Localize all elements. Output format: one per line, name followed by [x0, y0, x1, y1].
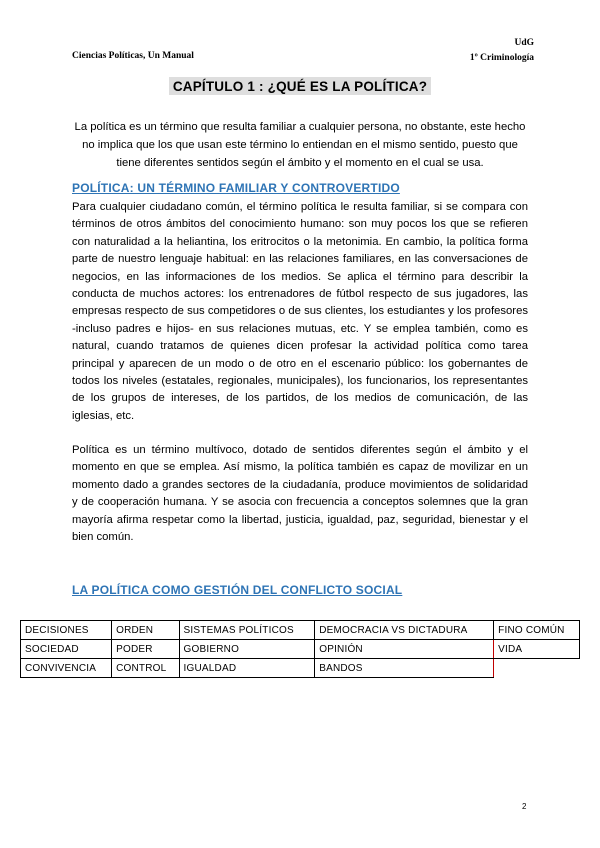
- paragraph-multivocal-term: Política es un término multívoco, dotado de sentidos diferentes según el ámbito y el momento en que se emplea. Así mismo, la política también es capaz de movilizar en un momento dado a grandes sectores de la ciudadanía, produce movimientos de solidaridad y de cooperación humana. Y se asocia con frecuencia a conceptos solemnes que la gran mayoría afirma respetar como la libertad, justicia, igualdad, paz, seguridad, bienestar y el bien común.: [72, 444, 528, 544]
- section-heading-familiar: POLÍTICA: UN TÉRMINO FAMILIAR Y CONTROVERTIDO: [72, 181, 400, 195]
- table-row: [21, 659, 580, 678]
- header-course: 1º Criminología: [469, 53, 534, 63]
- table-cell: GOBIERNO: [179, 640, 315, 659]
- chapter-title-wrap: [0, 77, 600, 96]
- chapter-title: CAPÍTULO 1 : ¿QUÉ ES LA POLÍTICA?: [169, 77, 431, 95]
- table-cell: OPINIÓN: [315, 640, 494, 659]
- intro-paragraph: La política es un término que resulta familiar a cualquier persona, no obstante, este hecho no implica que los que usan este término lo entiendan en el mismo sentido, puesto que tiene diferentes sentidos según el ámbito y el momento en el cual se usa.: [74, 121, 526, 169]
- table-cell: CONVIVENCIA: [21, 659, 112, 678]
- concepts-table: [20, 620, 580, 678]
- table-cell-empty: [494, 659, 580, 678]
- table-cell: IGUALDAD: [179, 659, 315, 678]
- table-row: [21, 621, 580, 640]
- table-cell: PODER: [112, 640, 179, 659]
- table-cell: ORDEN: [112, 621, 179, 640]
- table-cell: SOCIEDAD: [21, 640, 112, 659]
- header-university: UdG: [514, 38, 534, 48]
- table-cell: DECISIONES: [21, 621, 112, 640]
- table-cell: VIDA: [494, 640, 580, 659]
- table-cell: FINO COMÚN: [494, 621, 580, 640]
- header-book-title: Ciencias Políticas, Un Manual: [72, 51, 194, 61]
- table-cell: CONTROL: [112, 659, 179, 678]
- table-cell: DEMOCRACIA VS DICTADURA: [315, 621, 494, 640]
- page-number: 2: [522, 802, 527, 811]
- table-cell: SISTEMAS POLÍTICOS: [179, 621, 315, 640]
- table-row: [21, 640, 580, 659]
- section-heading-conflict: LA POLÍTICA COMO GESTIÓN DEL CONFLICTO SOCIAL: [72, 583, 403, 597]
- paragraph-familiar-term: Para cualquier ciudadano común, el término política le resulta familiar, si se compara con términos de otros ámbitos del conocimiento humano: son muy pocos los que se refieren con naturalidad a la heliantina, los eritrocitos o la metonimia. En cambio, la política forma parte de nuestro lenguaje habitual: en las relaciones familiares, en las conversaciones de negocios, en las informaciones de los medios. Se aplica el término para describir la conducta de muchos actores: los entrenadores de fútbol respecto de sus jugadores, las empresas respecto de sus competidores o de sus clientes, los estudiantes y los profesores -incluso padres e hijos- en sus relaciones mutuas, etc. Y se emplea también, como es natural, cuando tratamos de quienes dicen profesar la actividad política como tarea principal y aparecen de un modo o de otro en el escenario público: los gobernantes de todos los niveles (estatales, regionales, municipales), los funcionarios, los representantes de los grupos de intereses, de los partidos, de los medios de comunicación, de las iglesias, etc.: [72, 201, 528, 422]
- header-right: [470, 36, 534, 66]
- table-cell: BANDOS: [315, 659, 494, 678]
